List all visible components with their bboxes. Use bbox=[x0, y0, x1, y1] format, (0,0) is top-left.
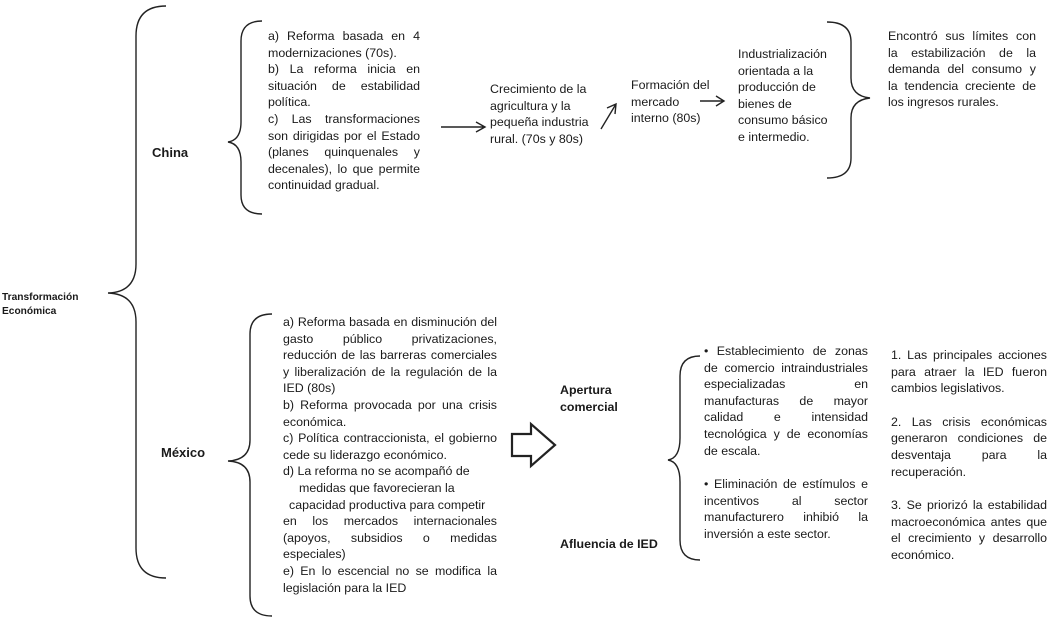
conclusion-2: 2. Las crisis económicas generaron condiciones de desventaja para la recuperación. bbox=[891, 414, 1047, 479]
china-industrializacion: Industrialización orientada a la producción de bienes de consumo básico e intermedio. bbox=[738, 47, 828, 144]
china-reform-c: c) Las transformaciones son dirigidas por el Estado (planes quinquenales y decenales), lo que permite continuidad gradual. bbox=[268, 111, 420, 193]
root-node bbox=[2, 291, 78, 319]
china-reform-a: a) Reforma basada en 4 modernizaciones (70s). bbox=[268, 29, 420, 60]
mexico-reform-c: c) Política contraccionista, el gobierno cede su liderazgo económico. bbox=[283, 431, 497, 462]
mexico-reform-d3: capacidad productiva para competir bbox=[289, 497, 486, 512]
mexico-conclusions bbox=[891, 347, 1047, 564]
mexico-reform-d2: medidas que favorecieran la bbox=[299, 480, 455, 495]
mexico-reforms-brace bbox=[228, 314, 272, 616]
china-formacion: Formación del mercado interno (80s) bbox=[631, 78, 710, 126]
big-hollow-arrow bbox=[512, 424, 555, 466]
mexico-reform-b: b) Reforma provocada por una crisis económica. bbox=[283, 397, 497, 429]
mexico-bullet-zonas: • Establecimiento de zonas de comercio intraindustriales especializadas en manufacturas de mayor calidad e intensidad tecnológica y de economías de escala. bbox=[704, 344, 868, 458]
mexico-reform-d1: d) La reforma no se acompañó de bbox=[283, 464, 470, 479]
mexico-results-brace bbox=[668, 356, 700, 560]
conclusion-1: 1. Las principales acciones para atraer la IED fueron cambios legislativos. bbox=[891, 348, 1047, 396]
root-brace bbox=[108, 6, 166, 578]
arrow-to-formacion bbox=[601, 104, 616, 129]
conclusion-3: 3. Se priorizó la estabilidad macroeconómica antes que el crecimiento y desarrollo económico. bbox=[891, 498, 1047, 562]
mexico-bullet-eliminacion: • Eliminación de estímulos e incentivos al sector manufacturero inhibió la inversión a este sector. bbox=[704, 477, 868, 541]
china-crecimiento: Crecimiento de la agricultura y la pequeña industria rural. (70s y 80s) bbox=[490, 82, 589, 146]
china-limites: Encontró sus límites con la estabilización de la demanda del consumo y la tendencia creciente de los ingresos rurales. bbox=[888, 29, 1036, 110]
mexico-reform-d4: en los mercados internacionales (apoyos, subsidios o medidas especiales) bbox=[283, 514, 497, 562]
root-label-line1: Transformación bbox=[2, 292, 79, 303]
apertura-comercial-label: Apertura comercial bbox=[560, 383, 618, 414]
arrow-to-crecimiento bbox=[441, 122, 485, 132]
afluencia-ied-label: Afluencia de IED bbox=[560, 537, 658, 551]
mexico-reform-e: e) En lo escencial no se modifica la legislación para la IED bbox=[283, 563, 497, 595]
mexico-results bbox=[704, 343, 868, 543]
mexico-reforms bbox=[283, 314, 497, 596]
china-reforms-brace bbox=[228, 21, 262, 214]
china-reforms bbox=[268, 28, 420, 194]
mexico-reform-a: a) Reforma basada en disminución del gasto público privatizaciones, reducción de las barreras comerciales y liberalización de la regulación de la IED (80s) bbox=[283, 315, 497, 396]
mexico-label: México bbox=[161, 445, 206, 460]
china-reform-b: b) La reforma inicia en situación de estabilidad política. bbox=[268, 62, 420, 110]
china-label: China bbox=[152, 145, 189, 160]
root-label-line2: Económica bbox=[2, 306, 57, 317]
